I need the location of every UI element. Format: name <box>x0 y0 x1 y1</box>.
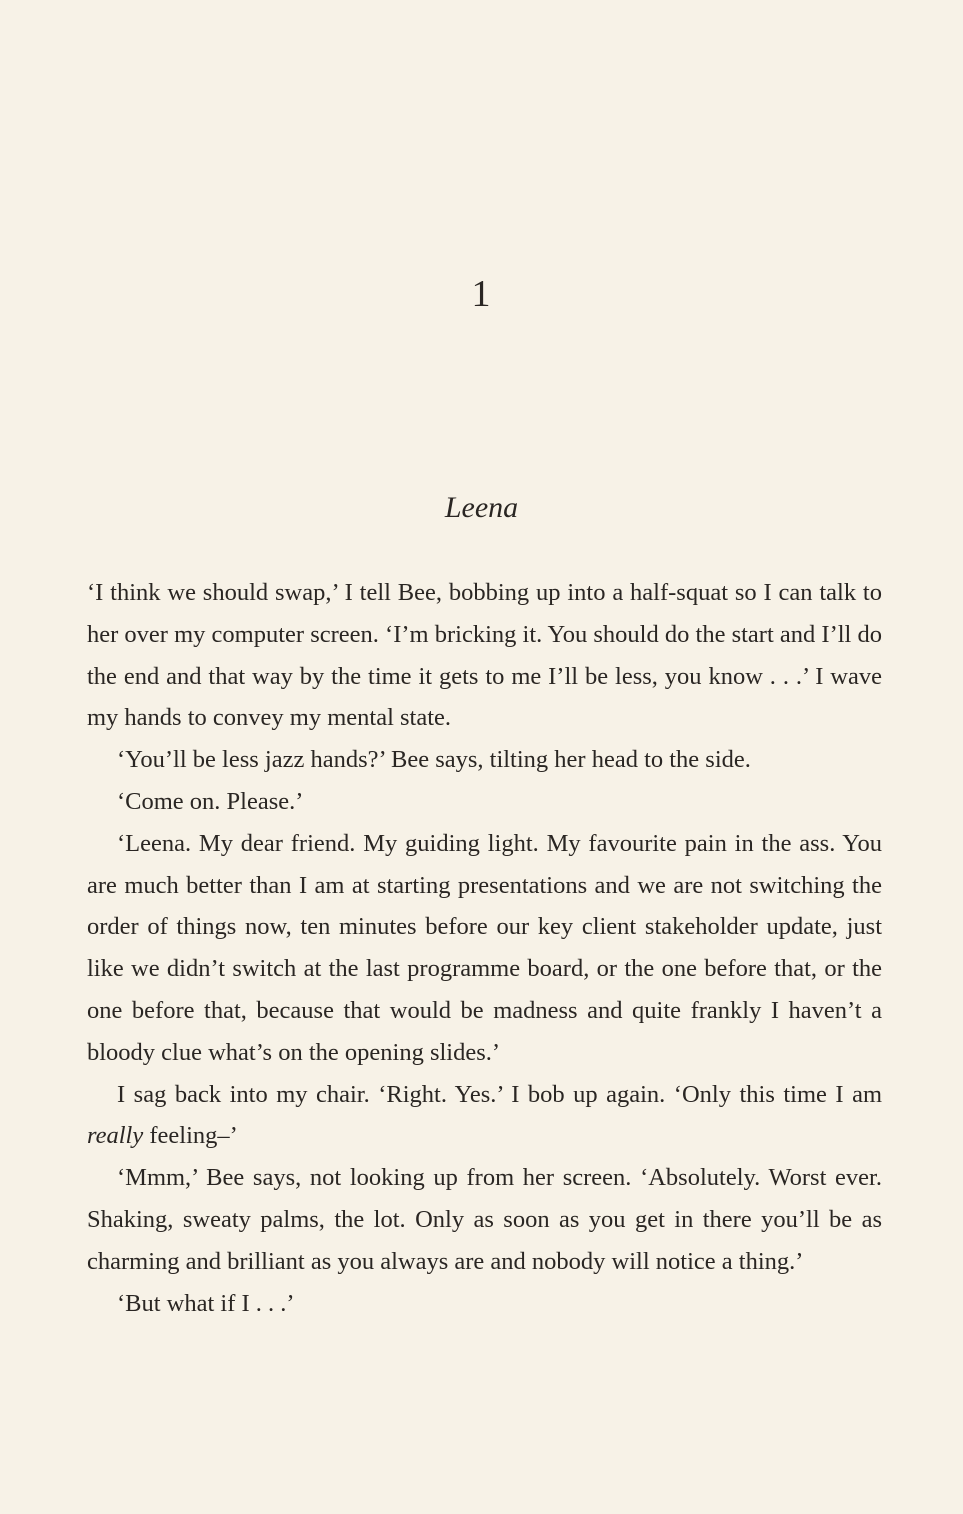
chapter-title: Leena <box>444 491 519 524</box>
paragraph: ‘Leena. My dear friend. My guiding light. My favourite pain in the ass. You are much better than I am at starting presentations and we are not switching the order of things now, ten minutes before our key client stakeholder update, just like we didn’t switch at the last programme board, or the one before that, or the one before that, because that would be madness and quite frankly I haven’t a bloody clue what’s on the opening slides.’ <box>87 829 882 1066</box>
paragraph-text: I sag back into my chair. ‘Right. Yes.’ I bob up again. ‘Only this time I am <box>117 1080 882 1108</box>
chapter-body <box>87 572 882 1324</box>
paragraph-text: feeling–’ <box>143 1122 238 1150</box>
paragraph <box>87 1074 882 1158</box>
paragraph: ‘You’ll be less jazz hands?’ Bee says, tilting her head to the side. <box>117 746 751 774</box>
paragraph: ‘Mmm,’ Bee says, not looking up from her screen. ‘Absolutely. Worst ever. Shaking, sweaty palms, the lot. Only as soon as you get in there you’ll be as charming and brilliant as you always are and nobody will notice a thing.’ <box>87 1164 882 1275</box>
chapter-number: 1 <box>471 273 492 315</box>
paragraph: ‘Come on. Please.’ <box>117 787 304 815</box>
paragraph: ‘But what if I . . .’ <box>117 1289 295 1317</box>
emphasized-word: really <box>87 1122 144 1150</box>
paragraph: ‘I think we should swap,’ I tell Bee, bobbing up into a half-squat so I can talk to her over my computer screen. ‘I’m bricking it. You should do the start and I’ll do the end and that way by the time it gets to me I’ll be less, you know . . .’ I wave my hands to convey my mental state. <box>87 579 882 732</box>
